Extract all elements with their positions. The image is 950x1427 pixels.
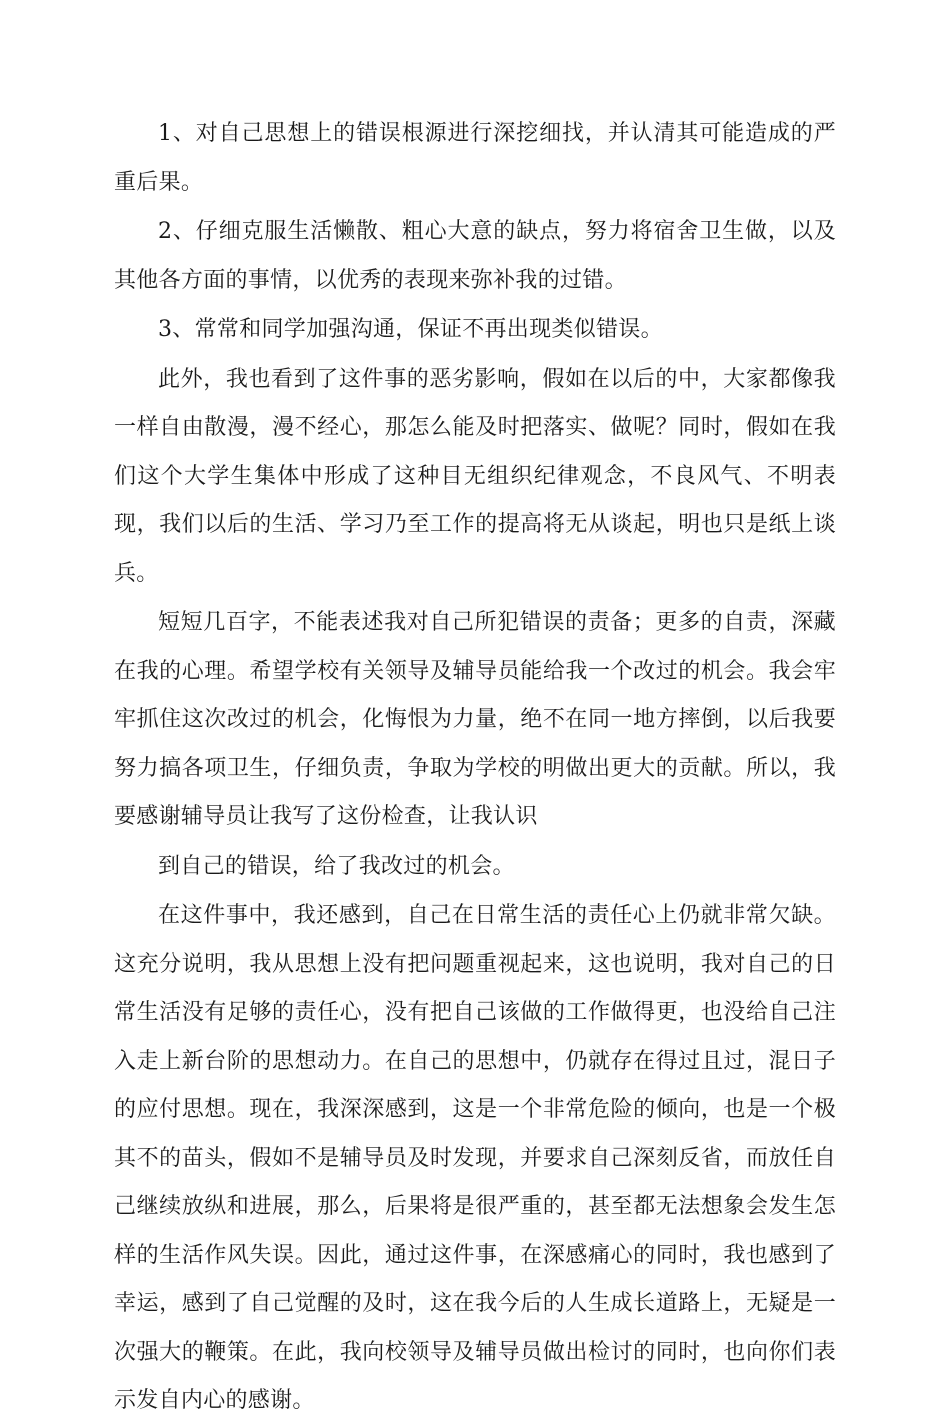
paragraph-reflection: 在这件事中，我还感到，自己在日常生活的责任心上仍就非常欠缺。这充分说明，我从思想上没有把问题重视起来，这也说明，我对自己的日常生活没有足够的责任心，没有把自己该做的工作做得更，也没给自己注入走上新台阶的思想动力。在自己的思想中，仍就存在得过且过，混日子的应付思想。现在，我深深感到，这是一个非常危险的倾向，也是一个极其不的苗头，假如不是辅导员及时发现，并要求自己深刻反省，而放任自己继续放纵和进展，那么，后果将是很严重的，甚至都无法想象会发生怎样的生活作风失误。因此，通过这件事，在深感痛心的同时，我也感到了幸运，感到了自己觉醒的及时，这在我今后的人生成长道路上，无疑是一次强大的鞭策。在此，我向校领导及辅导员做出检讨的同时，也向你们表示发自内心的感谢。	[114, 903, 836, 1413]
paragraph-continuation: 到自己的错误，给了我改过的机会。	[158, 853, 515, 879]
paragraph-moreover: 此外，我也看到了这件事的恶劣影响，假如在以后的中，大家都像我一样自由散漫，漫不经心，那怎么能及时把落实、做呢？同时，假如在我们这个大学生集体中形成了这种目无组织纪律观念，不良风气、不明表现，我们以后的生活、学习乃至工作的提高将无从谈起，明也只是纸上谈兵。	[114, 366, 836, 586]
paragraph-item-3: 3、常常和同学加强沟通，保证不再出现类似错误。	[158, 317, 663, 342]
paragraph-self-blame: 短短几百字，不能表述我对自己所犯错误的责备；更多的自责，深藏在我的心理。希望学校有关领导及辅导员能给我一个改过的机会。我会牢牢抓住这次改过的机会，化悔恨为力量，绝不在同一地方摔倒，以后我要努力搞各项卫生，仔细负责，争取为学校的明做出更大的贡献。所以，我要感谢辅导员让我写了这份检查，让我认识	[114, 610, 836, 829]
paragraph-item-1: 1、对自己思想上的错误根源进行深挖细找，并认清其可能造成的严重后果。	[114, 121, 836, 195]
paragraph-item-2: 2、仔细克服生活懒散、粗心大意的缺点，努力将宿舍卫生做，以及其他各方面的事情，以优秀的表现来弥补我的过错。	[114, 219, 836, 293]
document-body	[114, 110, 836, 1427]
